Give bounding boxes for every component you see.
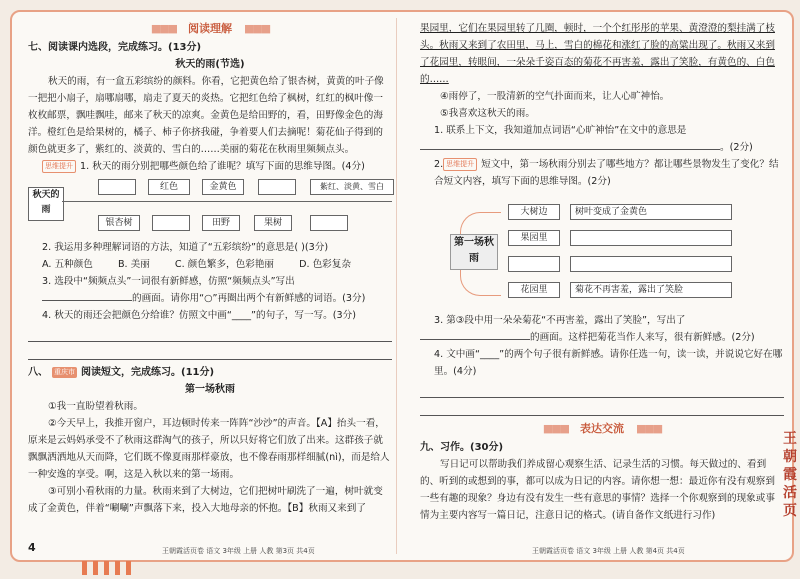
answer-blank[interactable] (420, 139, 720, 150)
story-title: 第一场秋雨 (185, 384, 235, 395)
story-para-3: ③可别小看秋雨的力量。秋雨来到了大树边，它们把树叶刷洗了一遍，树叶就变成了金黄色，伴着“唰唰”声飘落下来，投入大地母亲的怀抱。【B】秋雨又来到了 (28, 486, 383, 514)
passage-title: 秋天的雨(节选) (175, 59, 245, 70)
question-7-2: 2. 我运用多种理解词语的方法，知道了“五彩缤纷”的意思是( )(3分) (42, 242, 329, 253)
option-b[interactable]: B. 美丽 (117, 259, 150, 270)
reading-section-header: ■■■ 阅读理解 ■■■ (150, 22, 270, 35)
option-a[interactable]: A. 五种颜色 (42, 259, 93, 270)
q7-1-text: 1. 秋天的雨分别把哪些颜色给了谁呢？填写下面的思维导图。(4分) (80, 161, 365, 172)
mindmap-blank-box[interactable] (258, 179, 296, 195)
mindmap-blank-box[interactable] (310, 215, 348, 231)
mindmap-autumn-rain (28, 177, 392, 235)
story-para-1: ①我一直盼望着秋雨。 (48, 401, 143, 412)
q8-2-number: 2. (434, 159, 444, 170)
q8-1-text: 1. 联系上下文，我知道加点词语“心旷神怡”在文中的意思是 (434, 125, 687, 136)
footer-left: 王朝霞活页卷 语文 3年级 上册 人教 第3页 共4页 (162, 547, 315, 555)
change-blank[interactable] (570, 256, 732, 272)
mindmap-spine (62, 201, 392, 202)
place-orchard: 果园里 (508, 230, 560, 246)
question-8-1 (434, 122, 784, 139)
thinking-tag: 思维提升 (42, 160, 76, 173)
answer-line[interactable] (420, 401, 784, 416)
mindmap-blank-box[interactable] (98, 179, 136, 195)
question-7-3b (42, 290, 392, 307)
region-tag: 重庆市 (54, 368, 75, 376)
answer-blank[interactable] (420, 329, 530, 340)
q8-text: 阅读短文，完成练习。(11分) (81, 367, 215, 378)
story-para-5: ⑤我喜欢这秋天的雨。 (440, 108, 535, 119)
answer-blank[interactable] (42, 290, 132, 301)
question-7-3: 3. 选段中“频频点头”一词很有新鲜感，仿照“频频点头”写出 (42, 276, 295, 287)
section-title: 阅读理解 (188, 22, 232, 35)
q8-1-answer (420, 139, 784, 156)
mindmap-center: 秋天的雨 (28, 187, 64, 221)
section-title: 表达交流 (580, 422, 624, 435)
left-column (28, 20, 392, 517)
question-7-heading: 七、阅读课内选段，完成练习。(13分) (28, 42, 202, 53)
story-para-2: ②今天早上，我推开窗户，耳边顿时传来一阵阵“沙沙”的声音。【A】抬头一看，原来是云妈妈承受不了秋雨这群淘气的孩子，所以只好将它们放了出来。这群孩子就飘飘洒洒地从天而降，它们既不像夏雨那样豪放，也不像春雨那样细腻(nì)，而是给人一种安逸的享受。啊，这是入秋以来的第一场雨。 (28, 418, 390, 480)
q7-3b-text: 的画面。请你用“○”再圈出两个有新鲜感的词语。(3分) (132, 293, 366, 304)
question-8-3 (434, 312, 784, 329)
place-garden: 花园里 (508, 282, 560, 298)
mindmap-first-rain (420, 194, 784, 308)
answer-line[interactable] (28, 345, 392, 360)
column-divider (396, 18, 397, 554)
question-7-4: 4. 秋天的雨还会把颜色分给谁？仿照文中画“____”的句子，写一写。(3分) (42, 310, 356, 321)
story-continued: 果园里，它们在果园里转了几圈，顿时，一个个红彤彤的苹果、黄澄澄的梨挂满了枝头。秋雨又来到了农田里，马上，雪白的棉花和涨红了脸的高粱出现了。秋雨又来到了花园里，转眼间，一朵朵千姿百态的菊花不再害羞，露出了笑脸，有黄色的、白色的…… (420, 23, 775, 85)
passage-text: 秋天的雨，有一盒五彩缤纷的颜料。你看，它把黄色给了银杏树，黄黄的叶子像一把把小扇子，扇哪扇哪，扇走了夏天的炎热。它把红色给了枫树，红红的枫叶像一枚枚邮票，飘哇飘哇，邮来了秋天的凉爽。金黄色是给田野的，看，田野像金色的海洋。橙红色是给果树的，橘子、柿子你挤我碰，争着要人们去摘呢！菊花仙子得到的颜色就更多了，紫红的、淡黄的、雪白的……美丽的菊花在秋雨里频频点头。 (28, 76, 384, 155)
page-number: 4 (28, 541, 36, 554)
question-8-4: 4. 文中画“____”的两个句子很有新鲜感。请你任选一句，读一读，并说说它好在哪里。(4分) (434, 349, 783, 377)
place-blank[interactable] (508, 256, 560, 272)
question-7-1 (42, 158, 392, 175)
question-9-heading: 九、习作。(30分) (420, 442, 504, 453)
mindmap-color-chrys: 紫红、淡黄、雪白 (310, 179, 394, 195)
mindmap-ginkgo: 银杏树 (98, 215, 140, 231)
change-tree: 树叶变成了金黄色 (570, 204, 732, 220)
thinking-tag: 思维提升 (443, 158, 477, 171)
place-tree: 大树边 (508, 204, 560, 220)
answer-line[interactable] (420, 383, 784, 398)
change-orchard-blank[interactable] (570, 230, 732, 246)
mindmap-field: 田野 (202, 215, 240, 231)
mindmap-center: 第一场秋雨 (450, 234, 498, 270)
brand-logo: 王朝霞活页 (783, 431, 797, 519)
q8-3b-text: 的画面。这样把菊花当作人来写，很有新鲜感。(2分) (530, 332, 755, 343)
option-d[interactable]: D. 色彩复杂 (299, 259, 351, 270)
mindmap-color-gold: 金黄色 (202, 179, 244, 195)
question-9-text: 写日记可以帮助我们养成留心观察生活、记录生活的习惯。每天做过的、看到的、听到的或想到的事，都可以成为日记的内容。请你想一想：最近你有没有观察到一些有趣的现象？身边有没有发生一些有意思的事情？选择一个你观察到的现象或事情为主要内容写一篇日记，注意日记的格式。(请自备作文纸进行习作) (420, 459, 775, 521)
change-garden: 菊花不再害羞，露出了笑脸 (570, 282, 732, 298)
q8-number: 八、 (28, 367, 48, 378)
answer-line[interactable] (28, 327, 392, 342)
q8-3-text: 3. 第③段中用一朵朵菊花“不再害羞，露出了笑脸”，写出了 (434, 315, 686, 326)
q8-1-score: 。(2分) (720, 142, 753, 153)
q7-2-options (42, 256, 392, 273)
footer-right: 王朝霞活页卷 语文 3年级 上册 人教 第4页 共4页 (532, 547, 685, 555)
question-8-heading (28, 364, 392, 381)
question-8-3b (420, 329, 784, 346)
question-8-2 (434, 156, 784, 190)
mindmap-fruit: 果树 (254, 215, 292, 231)
worksheet (10, 10, 797, 562)
right-column (420, 20, 784, 524)
expression-section-header: ■■■ 表达交流 ■■■ (542, 422, 662, 435)
option-c[interactable]: C. 颜色繁多，色彩艳丽 (174, 259, 275, 270)
mindmap-blank-box[interactable] (152, 215, 190, 231)
binding-marks (82, 560, 142, 570)
story-para-4: ④雨停了，一股清新的空气扑面而来，让人心旷神怡。 (440, 91, 670, 102)
mindmap-color-red: 红色 (148, 179, 190, 195)
q8-2-text: 短文中，第一场秋雨分别去了哪些地方？都让哪些景物发生了变化？结合短文内容，填写下面的思维导图。(2分) (434, 159, 779, 187)
